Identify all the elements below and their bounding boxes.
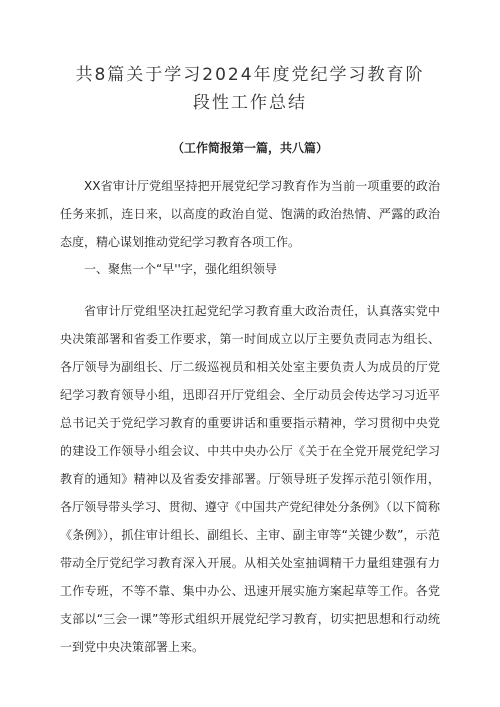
document-subtitle: （工作简报第一篇，共八篇） xyxy=(171,141,328,155)
document-title-line2: 段性工作总结 xyxy=(193,93,307,113)
document-title-line1: 共8篇关于学习2024年度党纪学习教育阶 xyxy=(75,65,425,85)
section-heading-1: 一、聚焦一个“早''字，强化组织领导 xyxy=(84,262,277,276)
intro-paragraph: XX省审计厅党组坚持把开展党纪学习教育作为当前一项重要的政治任务来抓，连日来，以高度的政治自觉、饱满的政治热情、严露的政治态度，精心谋划推动党纪学习教育各项工作。 xyxy=(60,179,440,249)
section-1-paragraph: 省审计厅党组坚决扛起党纪学习教育重大政治责任，认真落实党中央决策部署和省委工作要求，第一时间成立以厅主要负责同志为组长、各厅领导为副组长、厅二级巡视员和相关处室主要负责人为成员的厅党纪学习教育领导小组，迅即召开厅党组会、全厅动员会传达学习习近平总书记关于党纪学习教育的重要讲话和重要指示精神，学习贯彻中央党的建设工作领导小组会议、中共中央办公厅《关于在全党开展党纪学习教育的通知》精神以及省委安排部署。厅领导班子发挥示范引领作用，各厅领导带头学习、贯彻、遵守《中国共产党纪律处分条例》（以下简称《条例》），抓住审计组长、副组长、主审、副主审等“关键少数”，示范带动全厅党纪学习教育深入开展。从相关处室抽调精干力量组建强有力工作专班，不等不靠、集中办公、迅速开展实施方案起草等工作。各党支部以“三会一课”等形式组织开展党纪学习教育，切实把思想和行动统一到党中央决策部署上来。 xyxy=(60,304,440,654)
